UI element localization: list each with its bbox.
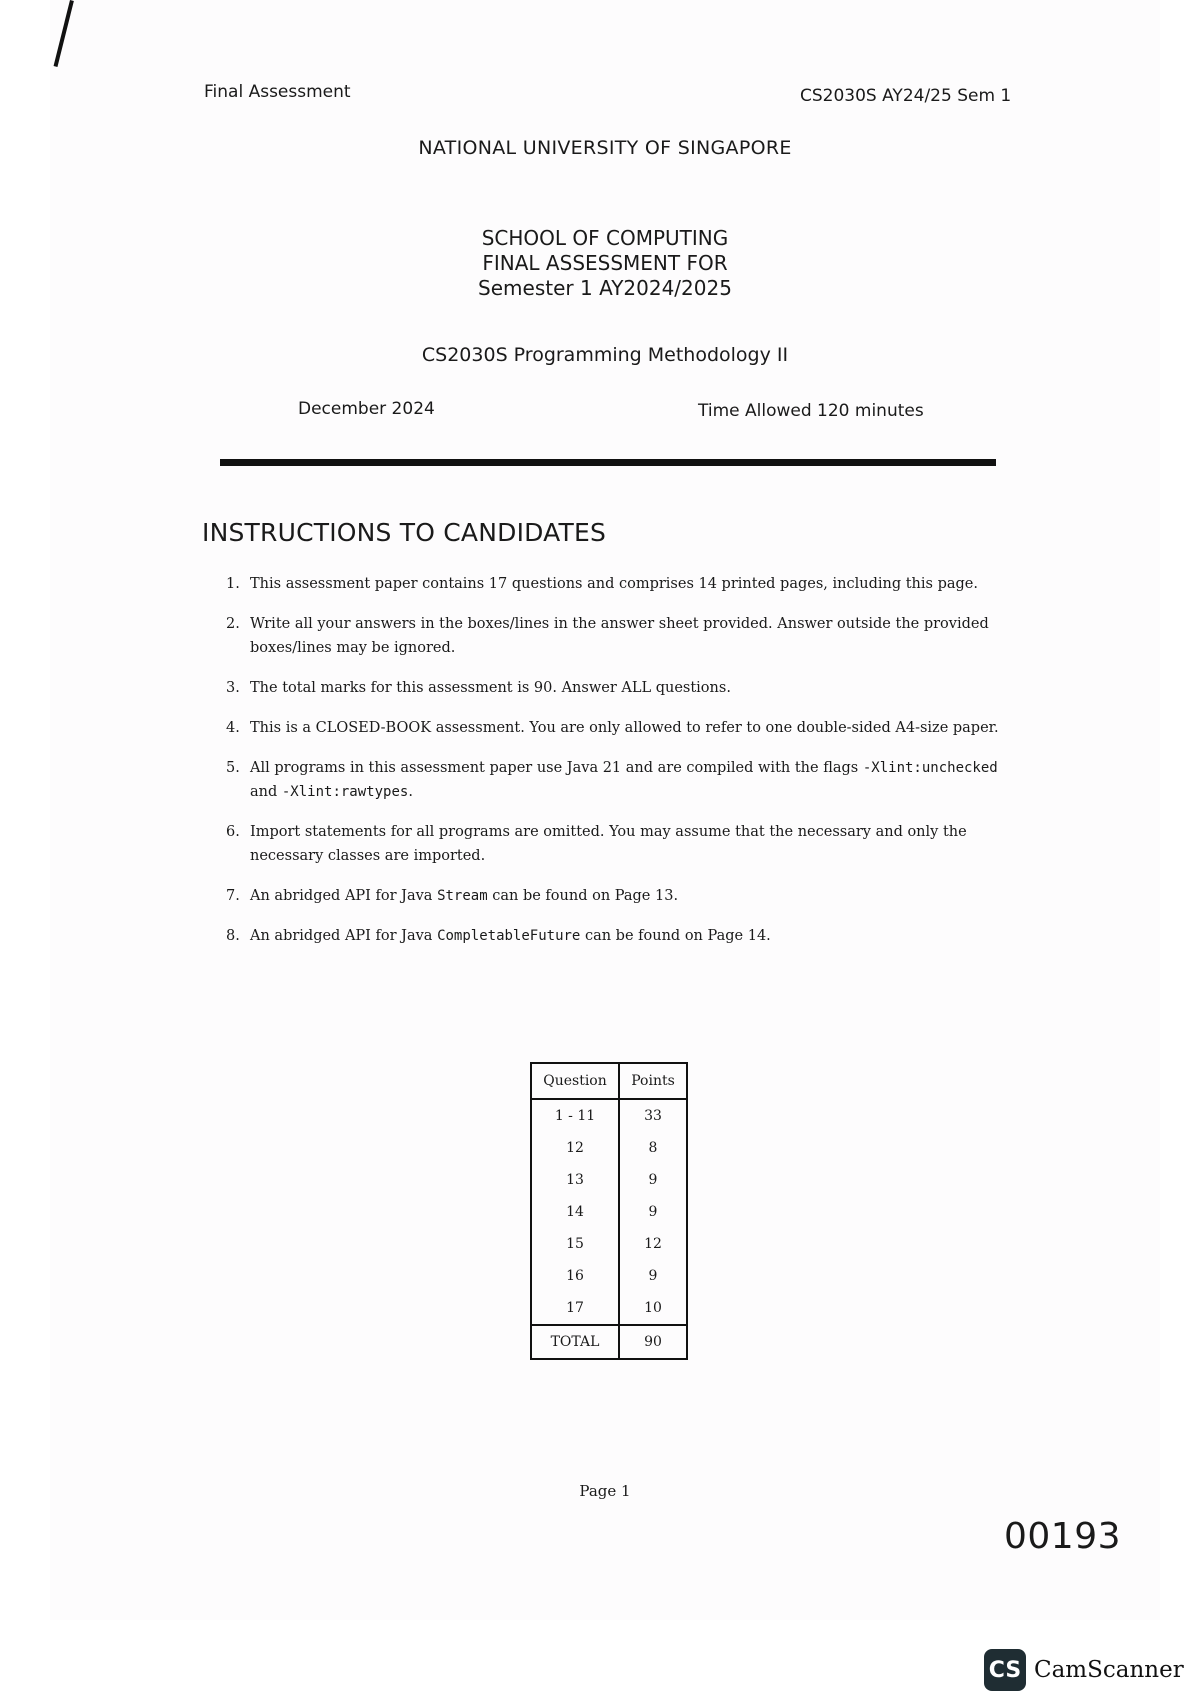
divider-rule (220, 459, 996, 466)
camscanner-text: CamScanner (1034, 1657, 1184, 1683)
points-cell: 9 (619, 1164, 687, 1196)
column-header-question: Question (531, 1063, 619, 1099)
page-number: Page 1 (579, 1482, 631, 1500)
question-cell: 1 - 11 (531, 1099, 619, 1132)
question-cell: 15 (531, 1228, 619, 1260)
points-cell: 12 (619, 1228, 687, 1260)
instructions-list (226, 572, 1016, 964)
question-cell: 14 (531, 1196, 619, 1228)
exam-date: December 2024 (298, 399, 435, 419)
camscanner-logo-icon: CS (984, 1649, 1026, 1691)
camscanner-watermark (984, 1649, 1184, 1691)
header-right: CS2030S AY24/25 Sem 1 (800, 86, 1012, 106)
table-row (531, 1292, 687, 1325)
instruction-item: 2. Write all your answers in the boxes/lines in the answer sheet provided. Answer outside the provided boxes/lines may be ignored. (226, 616, 989, 656)
column-header-points: Points (619, 1063, 687, 1099)
question-cell: 12 (531, 1132, 619, 1164)
points-table (530, 1062, 688, 1360)
total-points: 90 (619, 1325, 687, 1359)
points-cell: 9 (619, 1196, 687, 1228)
instruction-item: 1. This assessment paper contains 17 questions and comprises 14 printed pages, including this page. (226, 576, 978, 592)
question-cell: 13 (531, 1164, 619, 1196)
table-row (531, 1132, 687, 1164)
university-name: NATIONAL UNIVERSITY OF SINGAPORE (418, 137, 792, 159)
instructions-heading: INSTRUCTIONS TO CANDIDATES (202, 518, 607, 547)
assessment-title: FINAL ASSESSMENT FOR (482, 251, 728, 275)
instruction-item: 5. All programs in this assessment paper use Java 21 and are compiled with the flags -Xlint:unchecked and -Xlint:rawtypes. (226, 760, 998, 800)
total-label: TOTAL (531, 1325, 619, 1359)
header-left: Final Assessment (204, 82, 351, 102)
table-header-row (531, 1063, 687, 1099)
question-cell: 16 (531, 1260, 619, 1292)
instruction-item: 4. This is a CLOSED-BOOK assessment. You are only allowed to refer to one double-sided A4-size paper. (226, 720, 999, 736)
title-block (0, 226, 1200, 301)
table-row (531, 1099, 687, 1132)
points-cell: 8 (619, 1132, 687, 1164)
school-name: SCHOOL OF COMPUTING (481, 226, 729, 250)
total-row (531, 1325, 687, 1359)
table-row (531, 1196, 687, 1228)
points-cell: 9 (619, 1260, 687, 1292)
semester: Semester 1 AY2024/2025 (478, 276, 732, 300)
table-row (531, 1164, 687, 1196)
course-title: CS2030S Programming Methodology II (421, 344, 789, 366)
instruction-item: 7. An abridged API for Java Stream can be found on Page 13. (226, 888, 679, 904)
serial-number: 00193 (1004, 1516, 1122, 1557)
instruction-item: 3. The total marks for this assessment is 90. Answer ALL questions. (226, 680, 731, 696)
instruction-item: 6. Import statements for all programs are omitted. You may assume that the necessary and only the necessary classes are imported. (226, 824, 967, 864)
instruction-item: 8. An abridged API for Java CompletableFuture can be found on Page 14. (226, 928, 771, 944)
points-cell: 33 (619, 1099, 687, 1132)
time-allowed: Time Allowed 120 minutes (698, 401, 924, 421)
question-cell: 17 (531, 1292, 619, 1325)
points-cell: 10 (619, 1292, 687, 1325)
table-row (531, 1228, 687, 1260)
table-row (531, 1260, 687, 1292)
